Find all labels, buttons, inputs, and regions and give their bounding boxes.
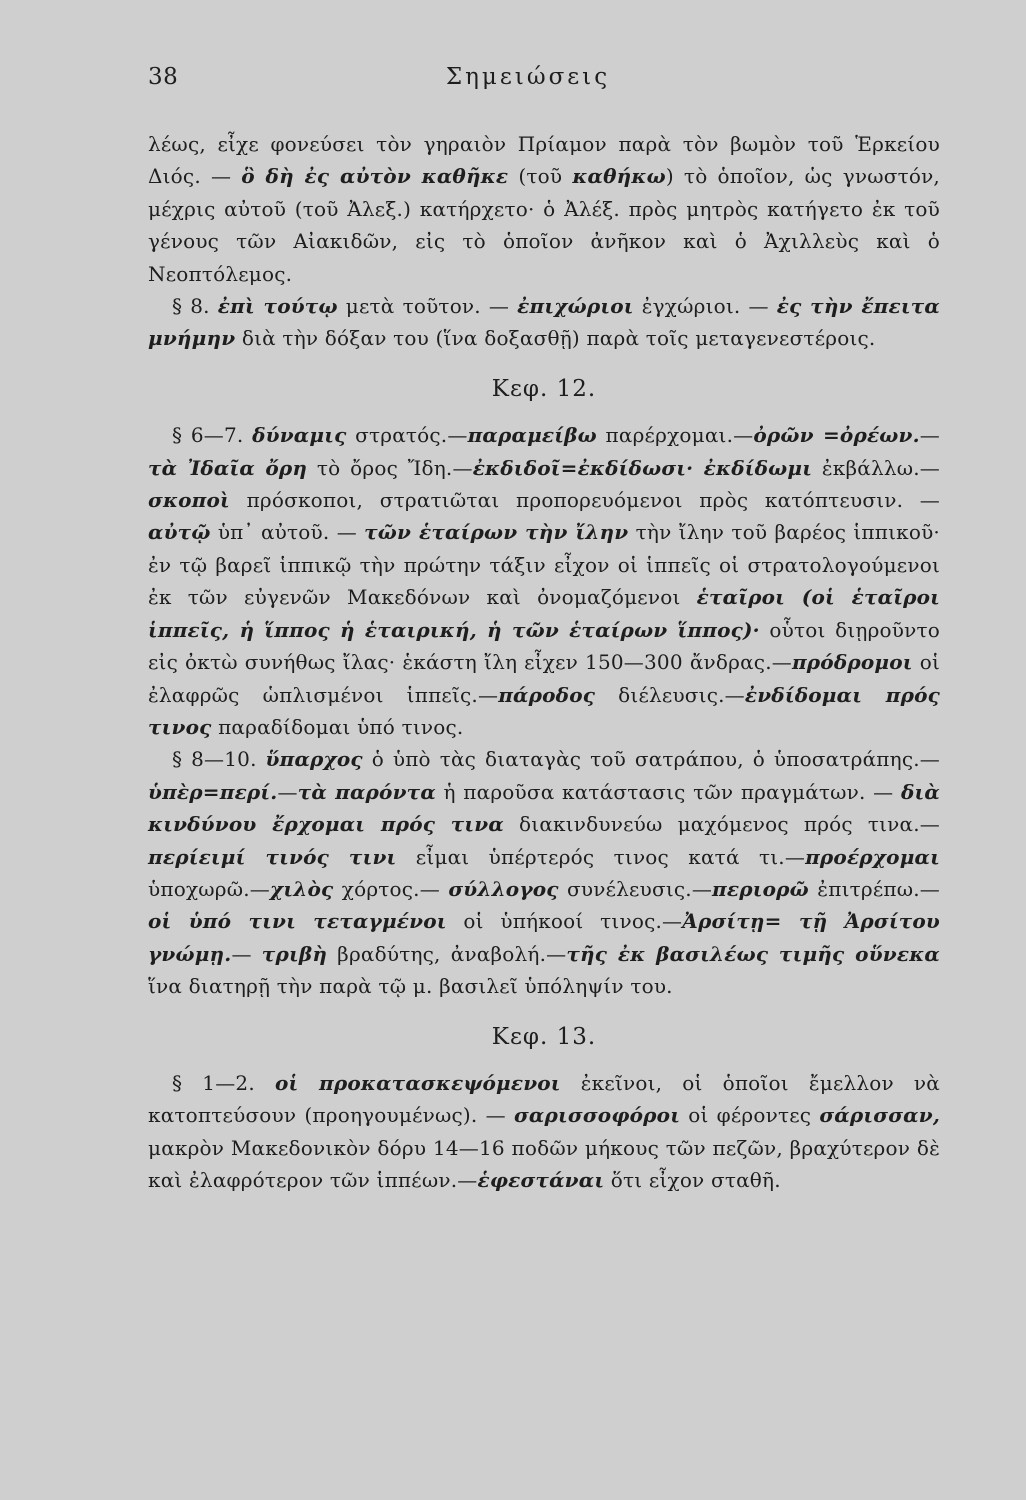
text-run: § 8—10. xyxy=(172,747,266,772)
text-run: — xyxy=(231,941,262,966)
text-run: εἶμαι ὑπέρτερός τινος κατά τι.— xyxy=(396,844,806,869)
text-run: χόρτος.— xyxy=(333,876,449,901)
text-run: οὗτοι διῃροῦντο εἰς ὀκτὼ συνήθως ἴλας· ἑκάστη ἴλη εἶχεν 150—300 ἄνδρας.— xyxy=(148,617,940,675)
text-run: ὅτι εἶχον σταθῆ. xyxy=(604,1168,781,1193)
paragraph-continuation xyxy=(148,128,940,290)
text-body xyxy=(148,128,940,1197)
lemma: τῆς ἐκ βασιλέως τιμῆς οὕνεκα xyxy=(566,941,940,966)
lemma: σκοποὶ xyxy=(148,488,230,513)
paragraph-section-6-7 xyxy=(148,419,940,743)
lemma: ἑταῖροι (οἱ ἑταῖροι ἱππεῖς, ἡ ἵππος ἡ ἑταιρική, ἡ τῶν ἑταίρων ἵππος)· xyxy=(148,585,940,642)
text-run: στρατός.— xyxy=(346,423,468,448)
lemma: ὃ δὴ ἐς αὐτὸν καθῆκε xyxy=(241,164,509,189)
text-run: πρόσκοποι, στρατιῶται προπορευόμενοι πρὸς κατόπτευσιν. — xyxy=(229,488,940,513)
lemma: περίειμί τινός τινι xyxy=(148,844,397,869)
text-run: τὴν ἴλην τοῦ βαρέος ἱππικοῦ· ἐν τῷ βαρεῖ ἱππικῷ τὴν πρώτην τάξιν εἶχον οἱ ἱππεῖς οἱ στρατολογούμενοι ἐκ τῶν εὐγενῶν Μακεδόνων καὶ ὀνομαζόμενοι xyxy=(148,520,940,610)
text-run: ὑποχωρῶ.— xyxy=(148,876,270,901)
text-run: διακινδυνεύω μαχόμενος πρός τινα.— xyxy=(503,812,941,837)
text-run: ὁ ὑπὸ τὰς διαταγὰς τοῦ σατράπου, ὁ ὑποσατράπης.— xyxy=(362,747,940,772)
paragraph-section-8-10 xyxy=(148,743,940,1002)
lemma: Ἀρσίτῃ= τῇ Ἀρσίτου γνώμῃ. xyxy=(148,909,940,966)
text-run: ἐκβάλλω.— xyxy=(812,455,940,480)
text-run: § 6—7. xyxy=(172,423,253,448)
text-run: τὸ ὄρος Ἴδη.— xyxy=(307,455,473,480)
paragraph-section-1-2 xyxy=(148,1067,940,1197)
text-run: § 1—2. xyxy=(172,1070,275,1095)
text-run: λέως, εἶχε φονεύσει τὸν γηραιὸν Πρίαμον παρὰ τὸν βωμὸν τοῦ Ἑρκείου Διός. — xyxy=(148,132,940,189)
lemma: διὰ κινδύνου ἔρχομαι πρός τινα xyxy=(148,779,940,837)
lemma: ἐπιχώριοι xyxy=(517,294,634,319)
text-run: παρέρχομαι.— xyxy=(596,423,754,448)
text-run: ἵνα διατηρῇ τὴν παρὰ τῷ μ. βασιλεῖ ὑπόληψίν του. xyxy=(148,974,673,999)
lemma: οἱ προκατασκεψόμενοι xyxy=(274,1070,561,1095)
text-run: ) τὸ ὁποῖον, ὡς γνωστόν, μέχρις αὐτοῦ (τοῦ Ἀλεξ.) κατήρχετο· ὁ Ἀλέξ. πρὸς μητρὸς κατήγετο ἐκ τοῦ γένους τῶν Αἰακιδῶν, εἰς τὸ ὁποῖον ἀνῆκον καὶ ὁ Ἀχιλλεὺς καὶ ὁ Νεοπτόλεμος. xyxy=(148,164,940,286)
text-run: διέλευσις.— xyxy=(595,682,745,707)
lemma: ὀρῶν =ὀρέων. xyxy=(753,423,920,448)
lemma: καθήκω xyxy=(572,164,666,189)
lemma: προέρχομαι xyxy=(805,844,941,869)
lemma: ἐκδιδοῖ=ἐκδίδωσι· ἐκδίδωμι xyxy=(472,455,813,480)
lemma: ἑφεστάναι xyxy=(477,1168,605,1193)
text-run: — xyxy=(919,423,940,448)
text-run: μακρὸν Μακεδονικὸν δόρυ 14—16 ποδῶν μήκους τῶν πεζῶν, βραχύτερον δὲ καὶ ἐλαφρότερον τῶν ἱππέων.— xyxy=(148,1135,940,1193)
text-run: § 8. xyxy=(172,294,218,319)
lemma: πάροδος xyxy=(498,682,596,707)
lemma: περιορῶ xyxy=(712,876,809,901)
lemma: σαρισσοφόροι xyxy=(513,1103,681,1128)
text-run: οἱ ἐλαφρῶς ὡπλισμένοι ἱππεῖς.— xyxy=(148,650,940,707)
text-run: (τοῦ xyxy=(508,164,573,189)
text-run: ἐκεῖνοι, οἱ ὁποῖοι ἔμελλον νὰ κατοπτεύσουν (προηγουμένως). — xyxy=(148,1070,940,1128)
lemma: τὰ Ἰδαῖα ὄρη xyxy=(148,455,308,480)
chapter-heading-12: Κεφ. 12. xyxy=(491,375,597,402)
lemma: σάρισσαν, xyxy=(819,1103,940,1128)
lemma: τριβὴ xyxy=(261,941,328,966)
text-run: ὑπ᾽ αὐτοῦ. — xyxy=(210,520,365,545)
lemma: παραμείβω xyxy=(467,423,597,448)
lemma: τὰ παρόντα xyxy=(297,779,436,804)
text-run: οἱ φέροντες xyxy=(680,1103,820,1128)
text-run: μετὰ τοῦτον. — xyxy=(337,294,518,319)
text-run: διὰ τὴν δόξαν του (ἵνα δοξασθῇ) παρὰ τοῖς μεταγενεστέροις. xyxy=(235,326,876,351)
lemma: αὐτῷ xyxy=(148,520,211,545)
lemma: ἐς τὴν ἔπειτα μνήμην xyxy=(148,294,940,351)
running-title: Σημειώσεις xyxy=(445,64,611,90)
lemma: πρόδρομοι xyxy=(791,650,913,675)
lemma: ὕπαρχος xyxy=(265,747,363,772)
text-run: ἐγχώριοι. — xyxy=(633,294,777,319)
lemma: οἱ ὑπό τινι τεταγμένοι xyxy=(148,909,447,934)
text-run: βραδύτης, ἀναβολή.— xyxy=(327,941,567,966)
lemma: ἐπὶ τούτῳ xyxy=(217,294,338,319)
lemma: δύναμις xyxy=(252,423,347,448)
text-run: ἐπιτρέπω.— xyxy=(808,876,941,901)
text-run: — xyxy=(277,779,298,804)
page-number: 38 xyxy=(148,64,179,90)
text-run: οἱ ὑπήκοοί τινος.— xyxy=(446,909,683,934)
lemma: τῶν ἑταίρων τὴν ἴλην xyxy=(364,520,629,545)
text-run: ἡ παροῦσα κατάστασις τῶν πραγμάτων. — xyxy=(435,779,901,804)
lemma: σύλλογος xyxy=(448,876,559,901)
lemma: ἐνδίδομαι πρός τινος xyxy=(148,682,940,739)
text-run: συνέλευσις.— xyxy=(558,876,713,901)
page-header xyxy=(148,64,908,104)
lemma: χιλὸς xyxy=(270,876,334,901)
text-run: παραδίδομαι ὑπό τινος. xyxy=(211,714,464,739)
lemma: ὑπὲρ=περί. xyxy=(148,779,278,804)
paragraph-section-8 xyxy=(148,290,940,355)
chapter-heading-13: Κεφ. 13. xyxy=(491,1023,597,1050)
